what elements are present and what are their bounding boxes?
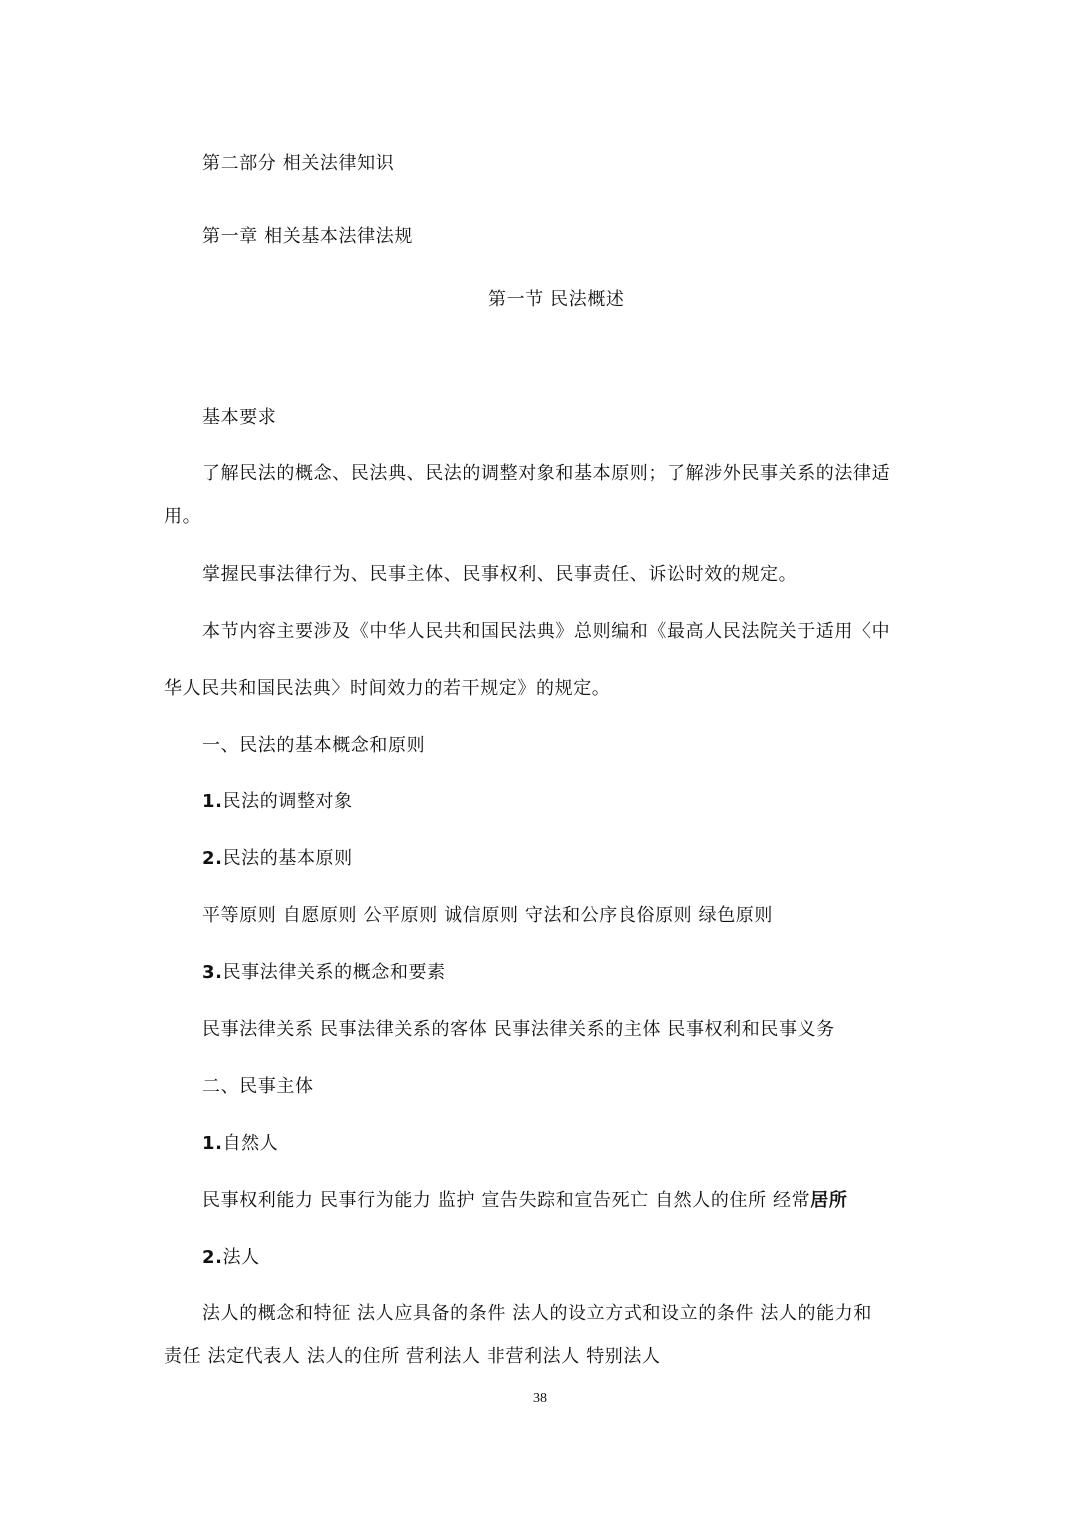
subheading-text: 民事法律关系的概念和要素: [222, 962, 446, 983]
subheading-basic-principles: [202, 848, 353, 870]
legal-person-list: 法人的概念和特征 法人应具备的条件 法人的设立方式和设立的条件 法人的能力和: [202, 1303, 872, 1324]
requirements-paragraph-1-cont: 用。: [164, 506, 202, 527]
section-title: 第一节 民法概述: [488, 289, 625, 310]
item-number: 1.: [202, 791, 223, 812]
subheading-text: 法人: [222, 1247, 260, 1268]
subheading-text: 民法的基本原则: [222, 848, 353, 869]
page-number: 38: [533, 1391, 547, 1406]
requirements-paragraph-2: 掌握民事法律行为、民事主体、民事权利、民事责任、诉讼时效的规定。: [202, 564, 798, 585]
natural-person-text-bold: 居所: [810, 1190, 848, 1211]
item-number: 2.: [202, 848, 223, 869]
chapter-title: 第一章 相关基本法律法规: [202, 226, 413, 247]
principles-list: 平等原则 自愿原则 公平原则 诚信原则 守法和公序良俗原则 绿色原则: [202, 905, 774, 926]
part-title: 第二部分 相关法律知识: [202, 153, 395, 174]
natural-person-text: 民事权利能力 民事行为能力 监护 宣告失踪和宣告死亡 自然人的住所 经常: [202, 1190, 811, 1211]
subheading-text: 自然人: [222, 1133, 279, 1154]
subheading-adjustment-object: [202, 791, 353, 813]
heading-civil-subjects: 二、民事主体: [202, 1076, 314, 1097]
subheading-natural-person: [202, 1133, 278, 1155]
subheading-text: 民法的调整对象: [222, 791, 353, 812]
requirements-paragraph-3: 本节内容主要涉及《中华人民共和国民法典》总则编和《最高人民法院关于适用〈中: [202, 621, 891, 642]
relations-list: 民事法律关系 民事法律关系的客体 民事法律关系的主体 民事权利和民事义务: [202, 1019, 835, 1040]
heading-basic-concepts: 一、民法的基本概念和原则: [202, 735, 426, 756]
legal-person-list-cont: 责任 法定代表人 法人的住所 营利法人 非营利法人 特别法人: [164, 1346, 661, 1367]
subheading-legal-person: [202, 1247, 260, 1269]
item-number: 1.: [202, 1133, 223, 1154]
item-number: 2.: [202, 1247, 223, 1268]
requirements-paragraph-3-cont: 华人民共和国民法典〉时间效力的若干规定》的规定。: [164, 678, 611, 699]
subheading-legal-relations: [202, 962, 446, 984]
item-number: 3.: [202, 962, 223, 983]
requirements-paragraph-1: 了解民法的概念、民法典、民法的调整对象和基本原则；了解涉外民事关系的法律适: [202, 463, 891, 484]
natural-person-list: [202, 1190, 847, 1212]
requirements-heading: 基本要求: [202, 407, 277, 428]
